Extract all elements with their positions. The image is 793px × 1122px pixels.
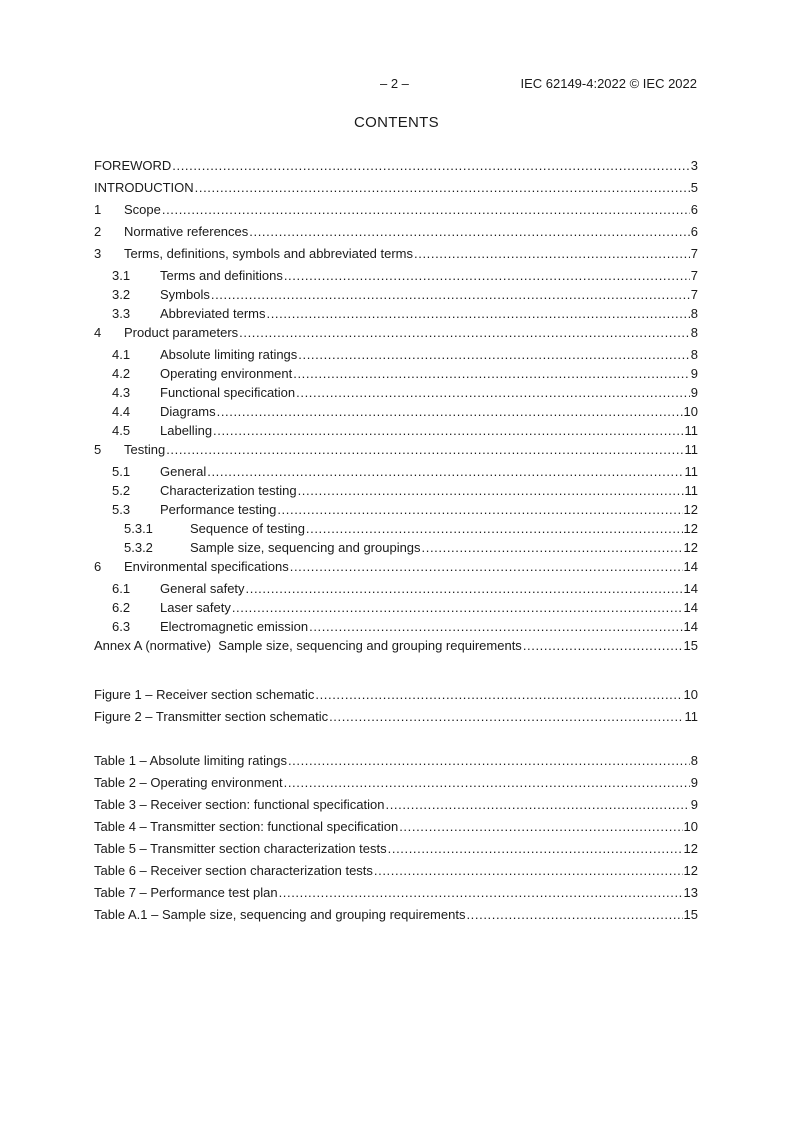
- table-label: Table 1 – Absolute limiting ratings: [94, 753, 287, 768]
- dot-leader: [298, 481, 684, 501]
- page-header: [0, 76, 793, 94]
- toc-entry[interactable]: [94, 304, 698, 324]
- toc-entry[interactable]: [94, 323, 698, 343]
- figure-label: Figure 1 – Receiver section schematic: [94, 687, 315, 702]
- toc-number: 3.3: [112, 306, 131, 321]
- table-label: Table 5 – Transmitter section characterization tests: [94, 841, 387, 856]
- toc-entry[interactable]: [94, 345, 698, 365]
- toc-number: 5.1: [112, 464, 131, 479]
- toc-entry[interactable]: [94, 364, 698, 384]
- toc-number: 2: [94, 224, 102, 239]
- toc-entry[interactable]: [94, 266, 698, 286]
- dot-leader: [284, 773, 690, 793]
- toc-number: 1: [94, 202, 102, 217]
- toc-entry[interactable]: [94, 636, 698, 656]
- document-id: IEC 62149-4:2022 © IEC 2022: [520, 76, 697, 91]
- dot-leader: [293, 364, 690, 384]
- toc-label: Laser safety: [160, 600, 231, 615]
- dot-leader: [162, 200, 690, 220]
- toc-label: Functional specification: [160, 385, 296, 400]
- toc-entry[interactable]: [94, 462, 698, 482]
- toc-page: 11: [684, 483, 698, 498]
- dot-leader: [211, 285, 690, 305]
- toc-label: Testing: [124, 442, 166, 457]
- toc-number: 4: [94, 325, 102, 340]
- toc-page: 8: [690, 325, 698, 340]
- toc-entry[interactable]: [94, 598, 698, 618]
- dot-leader: [172, 156, 689, 176]
- toc-entry[interactable]: [94, 402, 698, 422]
- toc-label: Diagrams: [160, 404, 216, 419]
- toc-label: Operating environment: [160, 366, 293, 381]
- toc-label: Sample size, sequencing and groupings: [190, 540, 421, 555]
- dot-leader: [217, 402, 683, 422]
- toc-label: Annex A (normative) Sample size, sequencing and grouping requirements: [94, 638, 522, 653]
- figure-page: 10: [683, 687, 698, 702]
- toc-page: 8: [690, 306, 698, 321]
- toc-entry[interactable]: [94, 178, 698, 198]
- toc-label: Normative references: [124, 224, 249, 239]
- table-entry[interactable]: [94, 773, 698, 793]
- toc-number: 3: [94, 246, 102, 261]
- contents-title: CONTENTS: [354, 114, 439, 131]
- dot-leader: [249, 222, 689, 242]
- table-entry[interactable]: [94, 817, 698, 837]
- dot-leader: [422, 538, 683, 558]
- tables-list: [94, 751, 698, 925]
- toc-entry[interactable]: [94, 156, 698, 176]
- toc-page: 10: [683, 404, 698, 419]
- dot-leader: [523, 636, 683, 656]
- toc-number: 3.1: [112, 268, 131, 283]
- dot-leader: [232, 598, 683, 618]
- table-label: Table 2 – Operating environment: [94, 775, 283, 790]
- table-page: 9: [690, 775, 698, 790]
- toc-label: General safety: [160, 581, 245, 596]
- toc-label: Absolute limiting ratings: [160, 347, 298, 362]
- dot-leader: [309, 617, 682, 637]
- dot-leader: [279, 883, 683, 903]
- figure-page: 11: [684, 709, 698, 724]
- table-page: 9: [690, 797, 698, 812]
- dot-leader: [298, 345, 689, 365]
- toc-page: 12: [683, 540, 698, 555]
- figures-list: [94, 685, 698, 727]
- toc-label: Symbols: [160, 287, 210, 302]
- toc-page: 6: [690, 224, 698, 239]
- table-page: 15: [683, 907, 698, 922]
- toc-label: Environmental specifications: [124, 559, 289, 574]
- toc-number: 5: [94, 442, 102, 457]
- toc-entry[interactable]: [94, 538, 698, 558]
- toc-number: 4.2: [112, 366, 131, 381]
- page-number: – 2 –: [380, 76, 409, 91]
- toc-page: 8: [690, 347, 698, 362]
- dot-leader: [388, 839, 683, 859]
- toc-entry[interactable]: [94, 285, 698, 305]
- toc-number: 4.1: [112, 347, 131, 362]
- dot-leader: [290, 557, 683, 577]
- figure-entry[interactable]: [94, 707, 698, 727]
- toc-label: Terms, definitions, symbols and abbreviated terms: [124, 246, 414, 261]
- toc-entry[interactable]: [94, 579, 698, 599]
- toc-label: Sequence of testing: [190, 521, 305, 536]
- toc-page: 9: [690, 385, 698, 400]
- toc-page: 11: [684, 423, 698, 438]
- toc-number: 4.4: [112, 404, 131, 419]
- toc-label: Labelling: [160, 423, 213, 438]
- toc-entry[interactable]: [94, 481, 698, 501]
- toc-label: Performance testing: [160, 502, 277, 517]
- toc-label: General: [160, 464, 207, 479]
- dot-leader: [288, 751, 690, 771]
- toc-entry[interactable]: [94, 200, 698, 220]
- toc-entry[interactable]: [94, 383, 698, 403]
- toc-page: 6: [690, 202, 698, 217]
- toc-page: 14: [683, 600, 698, 615]
- toc-entry[interactable]: [94, 557, 698, 577]
- dot-leader: [315, 685, 682, 705]
- toc-entry[interactable]: [94, 440, 698, 460]
- toc-number: 4.3: [112, 385, 131, 400]
- toc-page: 11: [684, 464, 698, 479]
- dot-leader: [207, 462, 683, 482]
- dot-leader: [213, 421, 683, 441]
- table-label: Table 7 – Performance test plan: [94, 885, 278, 900]
- toc-number: 5.3: [112, 502, 131, 517]
- toc-page: 7: [690, 287, 698, 302]
- toc-number: 5.2: [112, 483, 131, 498]
- toc-page: 14: [683, 581, 698, 596]
- table-page: 10: [683, 819, 698, 834]
- toc-number: 6.3: [112, 619, 131, 634]
- dot-leader: [466, 905, 682, 925]
- toc-number: 5.3.2: [124, 540, 153, 555]
- toc-number: 3.2: [112, 287, 131, 302]
- table-entry[interactable]: [94, 795, 698, 815]
- dot-leader: [239, 323, 690, 343]
- figure-entry[interactable]: [94, 685, 698, 705]
- toc-entry[interactable]: [94, 519, 698, 539]
- table-page: 12: [683, 863, 698, 878]
- table-entry[interactable]: [94, 861, 698, 881]
- table-page: 8: [690, 753, 698, 768]
- toc-number: 5.3.1: [124, 521, 153, 536]
- toc-page: 5: [690, 180, 698, 195]
- dot-leader: [166, 440, 683, 460]
- toc-label: Electromagnetic emission: [160, 619, 309, 634]
- toc-page: 12: [683, 521, 698, 536]
- toc-label: FOREWORD: [94, 158, 172, 173]
- dot-leader: [296, 383, 690, 403]
- toc-number: 6.1: [112, 581, 131, 596]
- table-label: Table 3 – Receiver section: functional specification: [94, 797, 385, 812]
- toc-page: 14: [683, 619, 698, 634]
- toc-page: 9: [690, 366, 698, 381]
- toc-label: INTRODUCTION: [94, 180, 194, 195]
- toc-label: Product parameters: [124, 325, 239, 340]
- toc-page: 15: [683, 638, 698, 653]
- figure-label: Figure 2 – Transmitter section schematic: [94, 709, 329, 724]
- toc-number: 4.5: [112, 423, 131, 438]
- table-label: Table 4 – Transmitter section: functional specification: [94, 819, 399, 834]
- dot-leader: [195, 178, 690, 198]
- toc-label: Terms and definitions: [160, 268, 283, 283]
- toc-label: Abbreviated terms: [160, 306, 266, 321]
- table-entry[interactable]: [94, 839, 698, 859]
- table-entry[interactable]: [94, 905, 698, 925]
- toc-list: [94, 156, 698, 656]
- toc-entry[interactable]: [94, 222, 698, 242]
- toc-entry[interactable]: [94, 421, 698, 441]
- toc-page: 14: [683, 559, 698, 574]
- toc-page: 11: [684, 442, 698, 457]
- toc-number: 6: [94, 559, 102, 574]
- toc-entry[interactable]: [94, 244, 698, 264]
- table-entry[interactable]: [94, 883, 698, 903]
- table-label: Table A.1 – Sample size, sequencing and grouping requirements: [94, 907, 466, 922]
- dot-leader: [306, 519, 683, 539]
- dot-leader: [267, 304, 690, 324]
- table-label: Table 6 – Receiver section characterization tests: [94, 863, 373, 878]
- toc-page: 7: [690, 246, 698, 261]
- toc-label: Characterization testing: [160, 483, 297, 498]
- dot-leader: [284, 266, 690, 286]
- table-page: 12: [683, 841, 698, 856]
- table-page: 13: [683, 885, 698, 900]
- dot-leader: [399, 817, 682, 837]
- toc-entry[interactable]: [94, 617, 698, 637]
- table-entry[interactable]: [94, 751, 698, 771]
- dot-leader: [414, 244, 690, 264]
- dot-leader: [386, 795, 690, 815]
- toc-entry[interactable]: [94, 500, 698, 520]
- dot-leader: [374, 861, 683, 881]
- dot-leader: [277, 500, 682, 520]
- toc-page: 3: [690, 158, 698, 173]
- dot-leader: [246, 579, 683, 599]
- toc-label: Scope: [124, 202, 161, 217]
- toc-number: 6.2: [112, 600, 131, 615]
- dot-leader: [329, 707, 683, 727]
- toc-page: 7: [690, 268, 698, 283]
- toc-page: 12: [683, 502, 698, 517]
